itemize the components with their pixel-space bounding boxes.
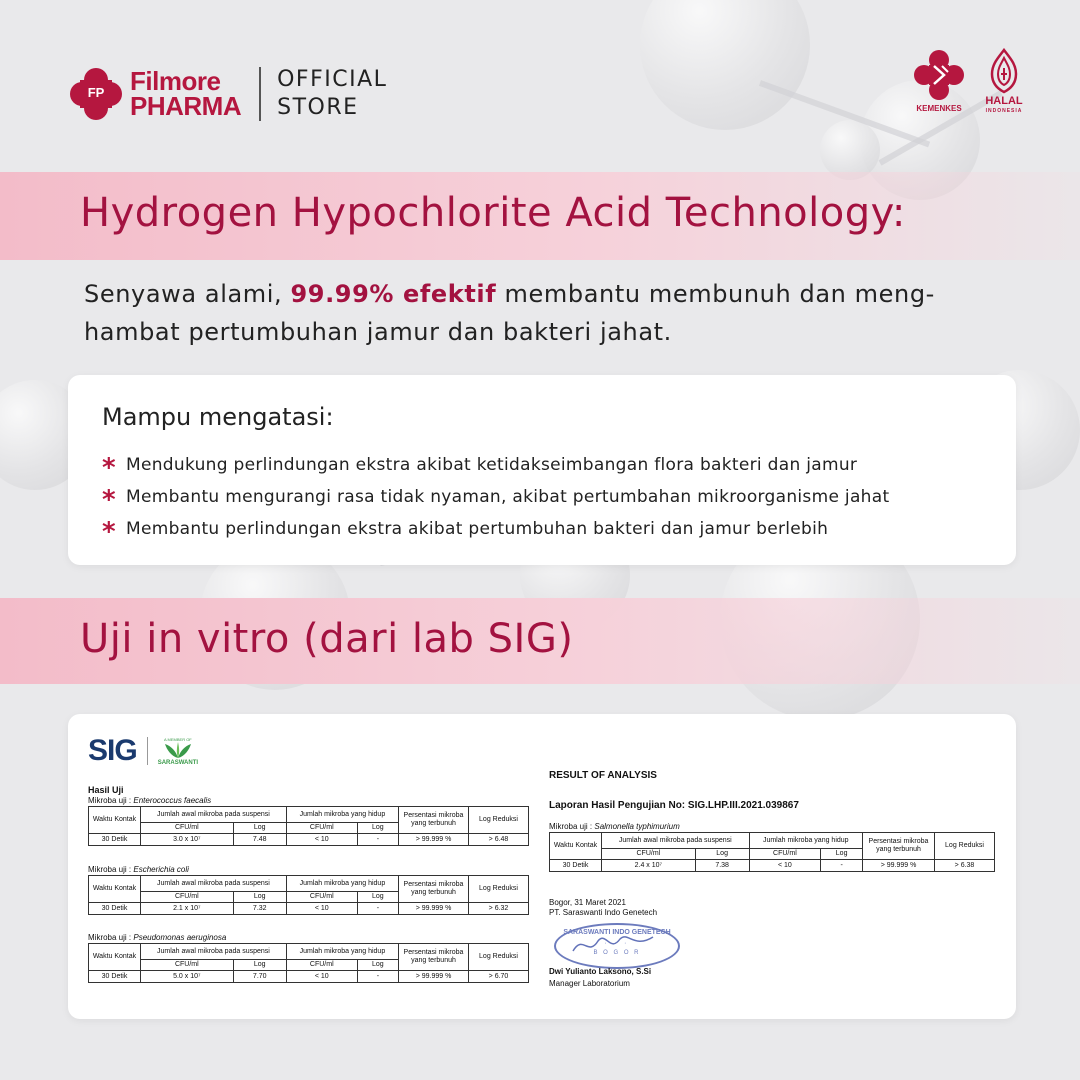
table-row: 30 Detik 2.1 x 10⁷ 7.32 < 10 - > 99.999 % > 6.32 [89, 903, 529, 915]
intro-highlight: 99.99% efektif [290, 280, 497, 308]
benefit-text: Membantu perlindungan ekstra akibat pertumbuhan bakteri dan jamur berlebih [126, 519, 829, 539]
kemenkes-badge [912, 48, 966, 113]
organism-name: Salmonella typhimurium [594, 822, 680, 831]
asterisk-icon: * [102, 485, 116, 515]
halal-subtext: INDONESIA [985, 108, 1023, 114]
mikroba-label: Mikroba uji : Salmonella typhimurium [549, 822, 680, 831]
lab-report-card [68, 714, 1016, 1019]
hasil-uji-label: Hasil Uji [88, 785, 124, 795]
halal-badge [984, 48, 1024, 116]
store-line-2: STORE [277, 95, 359, 120]
list-item [102, 481, 889, 513]
sig-logo [88, 734, 198, 768]
logo-separator [147, 737, 148, 765]
saraswanti-leaf-icon [161, 742, 195, 760]
mikroba-label: Mikroba uji : Pseudomonas aeruginosa [88, 933, 227, 942]
organism-name: Enterococcus faecalis [133, 796, 212, 805]
report-number: Laporan Hasil Pengujian No: SIG.LHP.III.2021.039867 [549, 800, 799, 811]
filmore-logo-icon: FP [70, 68, 122, 120]
asterisk-icon: * [102, 453, 116, 483]
sig-logo-text: SIG [88, 734, 137, 767]
benefits-list [102, 449, 889, 545]
official-store-label [277, 66, 387, 122]
partner-name: SARASWANTI [157, 759, 199, 766]
company-name: PT. Saraswanti Indo Genetech [549, 908, 658, 917]
brand-line-1: Filmore [130, 66, 221, 96]
brand-name [130, 66, 242, 121]
halal-label [985, 96, 1022, 116]
result-table: Waktu Kontak Jumlah awal mikroba pada suspensi Jumlah mikroba yang hidup Persentasi mikroba yang terbunuh Log Reduksi CFU/ml Log CFU/ml Log 30 Detik 2.4 x 10⁷ 7.38 < 10 - > 99.999 % > 6.38 [549, 832, 995, 872]
table-row: 30 Detik 2.4 x 10⁷ 7.38 < 10 - > 99.999 % > 6.38 [550, 860, 995, 872]
list-item [102, 513, 889, 545]
intro-post: membantu membunuh dan meng-hambat pertumbuhan jamur dan bakteri jahat. [84, 280, 935, 346]
place-date: Bogor, 31 Maret 2021 [549, 898, 626, 907]
result-table: Waktu Kontak Jumlah awal mikroba pada suspensi Jumlah mikroba yang hidup Persentasi mikroba yang terbunuh Log Reduksi CFU/ml Log CFU/ml Log 30 Detik 2.1 x 10⁷ 7.32 < 10 - > 99.999 % > 6.32 [88, 875, 529, 915]
company-stamp: SARASWANTI INDO GENETECH ∙ ∙ ∙ B O G O R [554, 923, 680, 969]
result-table: Waktu Kontak Jumlah awal mikroba pada suspensi Jumlah mikroba yang hidup Persentasi mikroba yang terbunuh Log Reduksi CFU/ml Log CFU/ml Log 30 Detik 3.0 x 10⁷ 7.48 < 10 - > 99.999 % > 6.48 [88, 806, 529, 846]
organism-name: Escherichia coli [133, 865, 189, 874]
signature-icon [568, 929, 658, 959]
kemenkes-label: KEMENKES [916, 104, 962, 113]
result-title: RESULT OF ANALYSIS [549, 770, 657, 781]
store-line-1: OFFICIAL [277, 67, 388, 92]
organism-name: Pseudomonas aeruginosa [133, 933, 227, 942]
technology-banner [0, 172, 1080, 260]
list-item [102, 449, 889, 481]
signer-name: Dwi Yulianto Laksono, S.Si [549, 967, 652, 976]
mikroba-label: Mikroba uji : Escherichia coli [88, 865, 189, 874]
saraswanti-logo [158, 737, 198, 766]
halal-text: HALAL [985, 95, 1023, 107]
kemenkes-logo-icon [912, 48, 966, 102]
halal-logo-icon [984, 48, 1024, 96]
header-divider [259, 67, 261, 121]
partner-caption: A MEMBER OF [163, 736, 192, 742]
certification-badges [912, 48, 1024, 116]
table-row: 30 Detik 5.0 x 10⁷ 7.70 < 10 - > 99.999 % > 6.70 [89, 971, 529, 983]
intro-text [84, 275, 1004, 351]
technology-title: Hydrogen Hypochlorite Acid Technology: [80, 190, 906, 236]
lab-test-title: Uji in vitro (dari lab SIG) [80, 616, 574, 662]
intro-pre: Senyawa alami, [84, 280, 291, 308]
signer-title: Manager Laboratorium [549, 979, 630, 988]
lab-test-banner [0, 598, 1080, 684]
mikroba-label: Mikroba uji : Enterococcus faecalis [88, 796, 212, 805]
brand-header [70, 66, 387, 122]
benefits-heading: Mampu mengatasi: [102, 403, 334, 431]
benefits-card [68, 375, 1016, 565]
result-table: Waktu Kontak Jumlah awal mikroba pada suspensi Jumlah mikroba yang hidup Persentasi mikroba yang terbunuh Log Reduksi CFU/ml Log CFU/ml Log 30 Detik 5.0 x 10⁷ 7.70 < 10 - > 99.999 % > 6.70 [88, 943, 529, 983]
signer-block [549, 966, 651, 990]
sign-block [549, 898, 657, 918]
brand-line-2: PHARMA [130, 91, 242, 121]
table-row: 30 Detik 3.0 x 10⁷ 7.48 < 10 - > 99.999 % > 6.48 [89, 834, 529, 846]
benefit-text: Mendukung perlindungan ekstra akibat ketidakseimbangan flora bakteri dan jamur [126, 455, 858, 475]
benefit-text: Membantu mengurangi rasa tidak nyaman, akibat pertumbahan mikroorganisme jahat [126, 487, 890, 507]
asterisk-icon: * [102, 517, 116, 547]
